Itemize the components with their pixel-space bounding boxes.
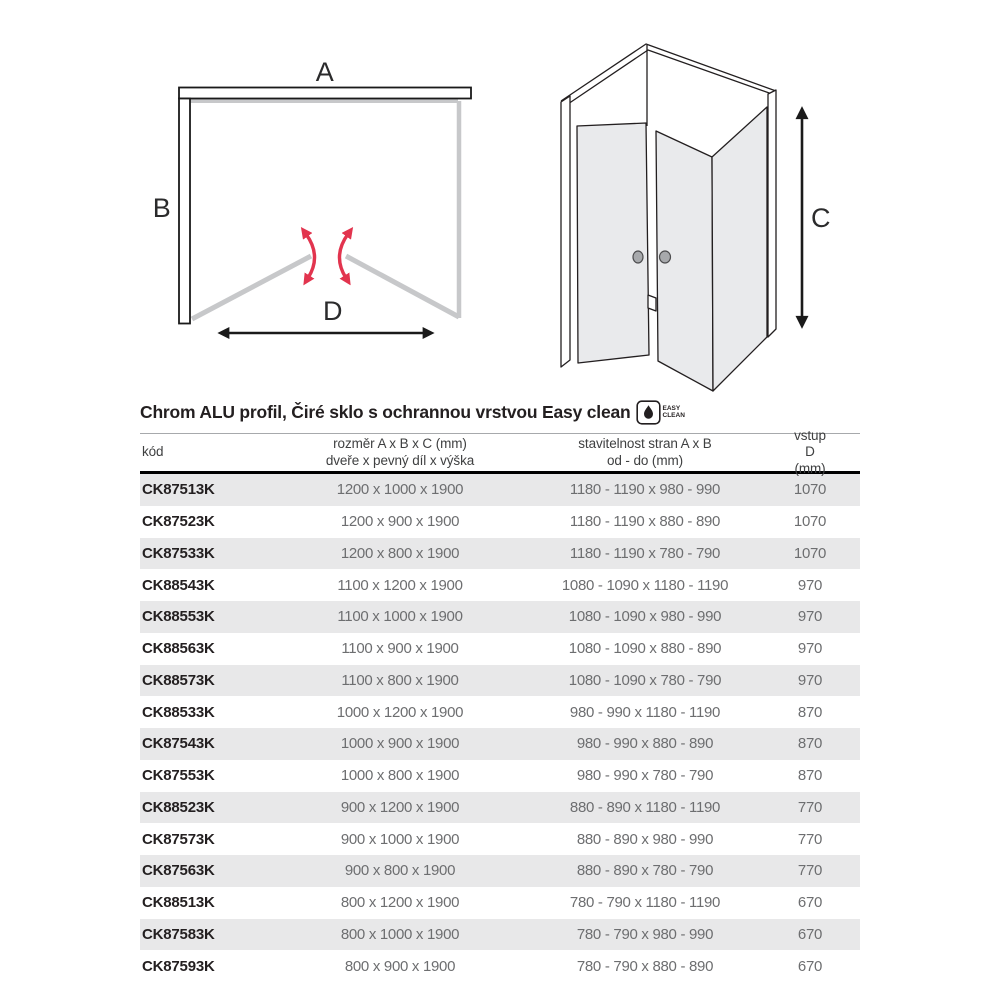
- cell-rozmer: 1200 x 900 x 1900: [340, 513, 460, 531]
- cell-kod: CK87563K: [142, 862, 215, 880]
- cell-stavitelnost: 1080 - 1090 x 880 - 890: [568, 640, 722, 658]
- cell-vstup: 970: [797, 576, 823, 594]
- label-b: B: [152, 193, 172, 223]
- cell-rozmer: 800 x 900 x 1900: [344, 957, 456, 975]
- cell-vstup: 970: [797, 671, 823, 689]
- cell-kod: CK87553K: [142, 767, 215, 785]
- cell-kod: CK87533K: [142, 544, 215, 562]
- table-header-row: [140, 427, 860, 476]
- cell-rozmer: 800 x 1000 x 1900: [340, 925, 460, 943]
- cell-vstup: 770: [797, 830, 823, 848]
- cell-kod: CK87573K: [142, 830, 215, 848]
- cell-stavitelnost: 880 - 890 x 780 - 790: [576, 862, 714, 880]
- label-c: C: [811, 203, 831, 233]
- cell-vstup: 770: [797, 862, 823, 880]
- cell-stavitelnost: 1180 - 1190 x 780 - 790: [569, 544, 721, 562]
- cell-rozmer: 900 x 1000 x 1900: [340, 830, 460, 848]
- table-row: [140, 887, 860, 919]
- table-row: [140, 855, 860, 887]
- cell-kod: CK87513K: [142, 481, 215, 499]
- cell-rozmer: 1200 x 1000 x 1900: [336, 481, 464, 499]
- left-profile-strip: [561, 96, 570, 367]
- label-d: D: [323, 296, 343, 326]
- cell-kod: CK88573K: [142, 671, 215, 689]
- table-row: [140, 474, 860, 506]
- table-row: [140, 696, 860, 728]
- cell-stavitelnost: 980 - 990 x 1180 - 1190: [569, 703, 721, 721]
- cell-rozmer: 900 x 1200 x 1900: [340, 798, 460, 816]
- header-stavitelnost: stavitelnost stran A x B od - do (mm): [578, 436, 712, 468]
- cell-vstup: 1070: [793, 544, 827, 562]
- cell-kod: CK88553K: [142, 608, 215, 626]
- cell-rozmer: 1100 x 800 x 1900: [341, 671, 459, 689]
- cell-stavitelnost: 780 - 790 x 880 - 890: [576, 957, 714, 975]
- table-row: [140, 665, 860, 697]
- side-fixed-panel: [712, 107, 767, 391]
- table-row: [140, 950, 860, 982]
- cell-rozmer: 900 x 800 x 1900: [344, 862, 456, 880]
- easy-clean-label: EASY CLEAN: [662, 404, 685, 419]
- cell-vstup: 870: [797, 767, 823, 785]
- header-kod: kód: [142, 444, 164, 460]
- table-row: [140, 601, 860, 633]
- cell-stavitelnost: 1180 - 1190 x 980 - 990: [569, 481, 721, 499]
- cell-vstup: 1070: [793, 513, 827, 531]
- spec-table: [140, 427, 860, 982]
- table-row: [140, 506, 860, 538]
- top-view-diagram: [140, 30, 500, 360]
- cell-vstup: 670: [797, 957, 823, 975]
- cell-stavitelnost: 780 - 790 x 1180 - 1190: [569, 894, 721, 912]
- easy-clean-badge: [636, 400, 685, 425]
- header-vstup: vstup D (mm): [794, 427, 826, 476]
- cell-kod: CK87593K: [142, 957, 215, 975]
- cell-rozmer: 800 x 1200 x 1900: [340, 894, 460, 912]
- left-door-panel: [577, 123, 649, 363]
- cell-vstup: 1070: [793, 481, 827, 499]
- cell-vstup: 970: [797, 640, 823, 658]
- easy-clean-drop-icon: [636, 400, 661, 425]
- door-right-open: [346, 256, 459, 317]
- perspective-diagram: [540, 20, 880, 395]
- cell-vstup: 970: [797, 608, 823, 626]
- cell-vstup: 870: [797, 735, 823, 753]
- wall-b-bar: [179, 99, 190, 324]
- cell-rozmer: 1100 x 1000 x 1900: [337, 608, 463, 626]
- cell-kod: CK88523K: [142, 798, 215, 816]
- cell-kod: CK88513K: [142, 894, 215, 912]
- cell-stavitelnost: 780 - 790 x 980 - 990: [576, 925, 714, 943]
- cell-vstup: 670: [797, 925, 823, 943]
- title-row: [140, 398, 900, 426]
- table-row: [140, 919, 860, 951]
- table-row: [140, 728, 860, 760]
- cell-kod: CK88533K: [142, 703, 215, 721]
- cell-kod: CK87523K: [142, 513, 215, 531]
- cell-stavitelnost: 880 - 890 x 1180 - 1190: [569, 798, 721, 816]
- table-row: [140, 823, 860, 855]
- table-row: [140, 633, 860, 665]
- table-row: [140, 760, 860, 792]
- cell-rozmer: 1100 x 1200 x 1900: [337, 576, 463, 594]
- cell-rozmer: 1000 x 800 x 1900: [340, 767, 460, 785]
- cell-stavitelnost: 980 - 990 x 880 - 890: [576, 735, 714, 753]
- cell-kod: CK88543K: [142, 576, 215, 594]
- wall-a-bar: [179, 88, 471, 99]
- cell-kod: CK87543K: [142, 735, 215, 753]
- cell-rozmer: 1200 x 800 x 1900: [340, 544, 460, 562]
- cell-stavitelnost: 880 - 890 x 980 - 990: [576, 830, 714, 848]
- cell-vstup: 870: [797, 703, 823, 721]
- cell-rozmer: 1000 x 900 x 1900: [340, 735, 460, 753]
- bottom-pivot-notch: [648, 295, 656, 311]
- cell-kod: CK87583K: [142, 925, 215, 943]
- table-body: [140, 474, 860, 982]
- table-row: [140, 792, 860, 824]
- roof-outer-line: [561, 44, 776, 101]
- cell-stavitelnost: 980 - 990 x 780 - 790: [576, 767, 714, 785]
- cell-kod: CK88563K: [142, 640, 215, 658]
- door-left-open: [192, 256, 311, 319]
- cell-stavitelnost: 1080 - 1090 x 1180 - 1190: [561, 576, 729, 594]
- table-row: [140, 538, 860, 570]
- header-rozmer: rozměr A x B x C (mm) dveře x pevný díl x výška: [325, 436, 475, 468]
- cell-vstup: 770: [797, 798, 823, 816]
- page-title: Chrom ALU profil, Čiré sklo s ochrannou vrstvou Easy clean: [140, 401, 631, 422]
- right-door-knob-icon: [660, 251, 671, 263]
- cell-vstup: 670: [797, 894, 823, 912]
- cell-stavitelnost: 1080 - 1090 x 780 - 790: [568, 671, 722, 689]
- table-row: [140, 569, 860, 601]
- left-door-knob-icon: [633, 251, 643, 263]
- label-a: A: [315, 57, 335, 87]
- cell-rozmer: 1100 x 900 x 1900: [341, 640, 459, 658]
- cell-rozmer: 1000 x 1200 x 1900: [336, 703, 464, 721]
- cell-stavitelnost: 1080 - 1090 x 980 - 990: [568, 608, 722, 626]
- cell-stavitelnost: 1180 - 1190 x 880 - 890: [569, 513, 721, 531]
- right-profile-strip: [768, 90, 776, 337]
